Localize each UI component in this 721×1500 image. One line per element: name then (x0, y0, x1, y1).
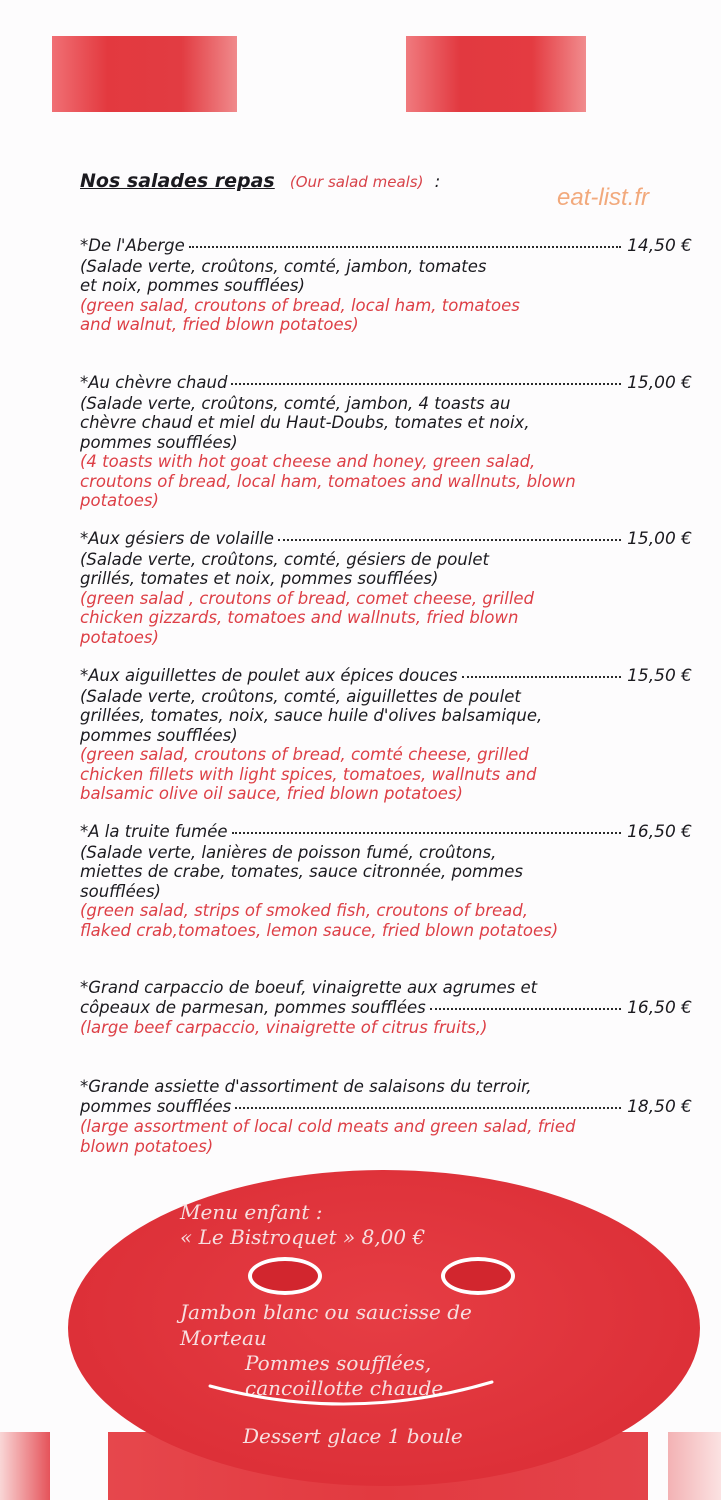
item-name: *Aux gésiers de volaille (80, 529, 274, 548)
item-price: 15,50 € (627, 666, 692, 686)
item-description-fr: grillées, tomates, noix, sauce huile d'olives balsamique, (80, 706, 543, 725)
item-description-fr: miettes de crabe, tomates, sauce citronnée, pommes (80, 862, 523, 881)
section-heading (80, 170, 440, 192)
leader-dots (232, 832, 622, 834)
item-name: côpeaux de parmesan, pommes soufflées (80, 997, 426, 1017)
item-description-en: balsamic olive oil sauce, fried blown potatoes) (80, 784, 463, 803)
item-description-en: chicken fillets with light spices, tomatoes, wallnuts and (80, 764, 537, 784)
menu-item-aiguillettes (80, 666, 692, 804)
item-price: 16,50 € (627, 997, 692, 1018)
kids-menu-line: Jambon blanc ou saucisse de (180, 1300, 472, 1324)
decorative-smile (200, 1372, 500, 1412)
item-description-fr: et noix, pommes soufflées) (80, 276, 305, 295)
item-description-fr: chèvre chaud et miel du Haut-Doubs, tomates et noix, (80, 413, 530, 432)
item-name: *Aux aiguillettes de poulet aux épices douces (80, 666, 458, 685)
item-description-en: potatoes) (80, 627, 159, 647)
section-title: Nos salades repas (80, 170, 275, 192)
item-price: 16,50 € (627, 822, 692, 842)
leader-dots (189, 246, 621, 248)
item-description-fr: soufflées) (80, 881, 161, 901)
menu-item-assiette-salaisons (80, 1077, 692, 1156)
item-description-en: blown potatoes) (80, 1136, 214, 1156)
leader-dots (430, 1008, 621, 1010)
item-description-en: chicken gizzards, tomatoes and wallnuts, fried blown (80, 608, 519, 627)
decorative-bar-bottom-right (668, 1432, 721, 1500)
decorative-eye-right (441, 1257, 515, 1295)
item-description-en: flaked crab,tomatoes, lemon sauce, fried blown potatoes) (80, 920, 559, 940)
item-description-fr: pommes soufflées) (80, 432, 238, 452)
kids-menu-subtitle: « Le Bistroquet » 8,00 € (180, 1225, 426, 1249)
item-description-en: and walnut, fried blown potatoes) (80, 315, 359, 334)
decorative-bar-bottom-left (0, 1432, 50, 1500)
item-description-fr: (Salade verte, lanières de poisson fumé, croûtons, (80, 842, 497, 862)
menu-item-truite-fumee (80, 822, 692, 940)
item-description-en: (green salad, croutons of bread, local ham, tomatoes (80, 295, 520, 315)
item-description-fr: (Salade verte, croûtons, comté, aiguillettes de poulet (80, 686, 521, 706)
menu-item-aberge (80, 236, 692, 335)
menu-item-carpaccio (80, 978, 692, 1038)
item-description-en: (large beef carpaccio, vinaigrette of citrus fruits,) (80, 1018, 488, 1037)
item-title-row (80, 373, 692, 394)
item-title-row (80, 666, 692, 687)
item-price: 14,50 € (627, 236, 692, 256)
item-name-lead: *Grand carpaccio de boeuf, vinaigrette aux agrumes et (80, 978, 538, 997)
item-description-en: potatoes) (80, 491, 159, 510)
item-name: pommes soufflées (80, 1096, 232, 1116)
item-title-row (80, 236, 692, 257)
item-title-row (80, 1097, 692, 1118)
item-title-row (80, 529, 692, 550)
menu-item-chevre-chaud (80, 373, 692, 511)
watermark: eat-list.fr (557, 184, 650, 211)
item-description-en: (green salad, strips of smoked fish, croutons of bread, (80, 901, 529, 920)
decorative-eye-left (248, 1257, 322, 1295)
item-description-en: (large assortment of local cold meats and green salad, fried (80, 1117, 576, 1136)
item-title-row (80, 822, 692, 843)
item-description-en: (4 toasts with hot goat cheese and honey, green salad, (80, 452, 536, 471)
item-price: 15,00 € (627, 529, 692, 549)
menu-item-gesiers (80, 529, 692, 647)
section-title-colon: : (434, 172, 441, 192)
item-name: *A la truite fumée (80, 822, 228, 841)
leader-dots (235, 1107, 621, 1109)
item-description-fr: pommes soufflées) (80, 725, 238, 745)
item-description-en: (green salad , croutons of bread, comet cheese, grilled (80, 588, 535, 608)
kids-menu-line: Morteau (180, 1326, 267, 1350)
decorative-bar-top-right (406, 36, 586, 112)
kids-menu-line: cancoillotte chaude (245, 1376, 444, 1400)
item-name: *De l'Aberge (80, 236, 185, 255)
item-description-fr: (Salade verte, croûtons, comté, jambon, 4 toasts au (80, 393, 511, 413)
kids-menu-title: Menu enfant : (180, 1200, 323, 1224)
item-description-fr: grillés, tomates et noix, pommes soufflées) (80, 569, 439, 588)
section-title-english: (Our salad meals) (289, 173, 424, 191)
item-price: 15,00 € (627, 373, 692, 393)
item-title-row (80, 998, 692, 1019)
kids-menu-line: Pommes soufflées, (245, 1351, 432, 1375)
item-price: 18,50 € (627, 1096, 692, 1117)
item-description-en: croutons of bread, local ham, tomatoes and wallnuts, blown (80, 471, 576, 491)
item-description-fr: (Salade verte, croûtons, comté, gésiers de poulet (80, 549, 489, 569)
item-name-lead: *Grande assiette d'assortiment de salaisons du terroir, (80, 1077, 532, 1096)
kids-menu-dessert: Dessert glace 1 boule (243, 1424, 463, 1448)
leader-dots (278, 539, 621, 541)
leader-dots (462, 676, 622, 678)
decorative-bar-top-left (52, 36, 237, 112)
item-description-en: (green salad, croutons of bread, comté cheese, grilled (80, 745, 529, 764)
item-description-fr: (Salade verte, croûtons, comté, jambon, tomates (80, 256, 487, 276)
leader-dots (231, 383, 621, 385)
item-name: *Au chèvre chaud (80, 373, 228, 392)
